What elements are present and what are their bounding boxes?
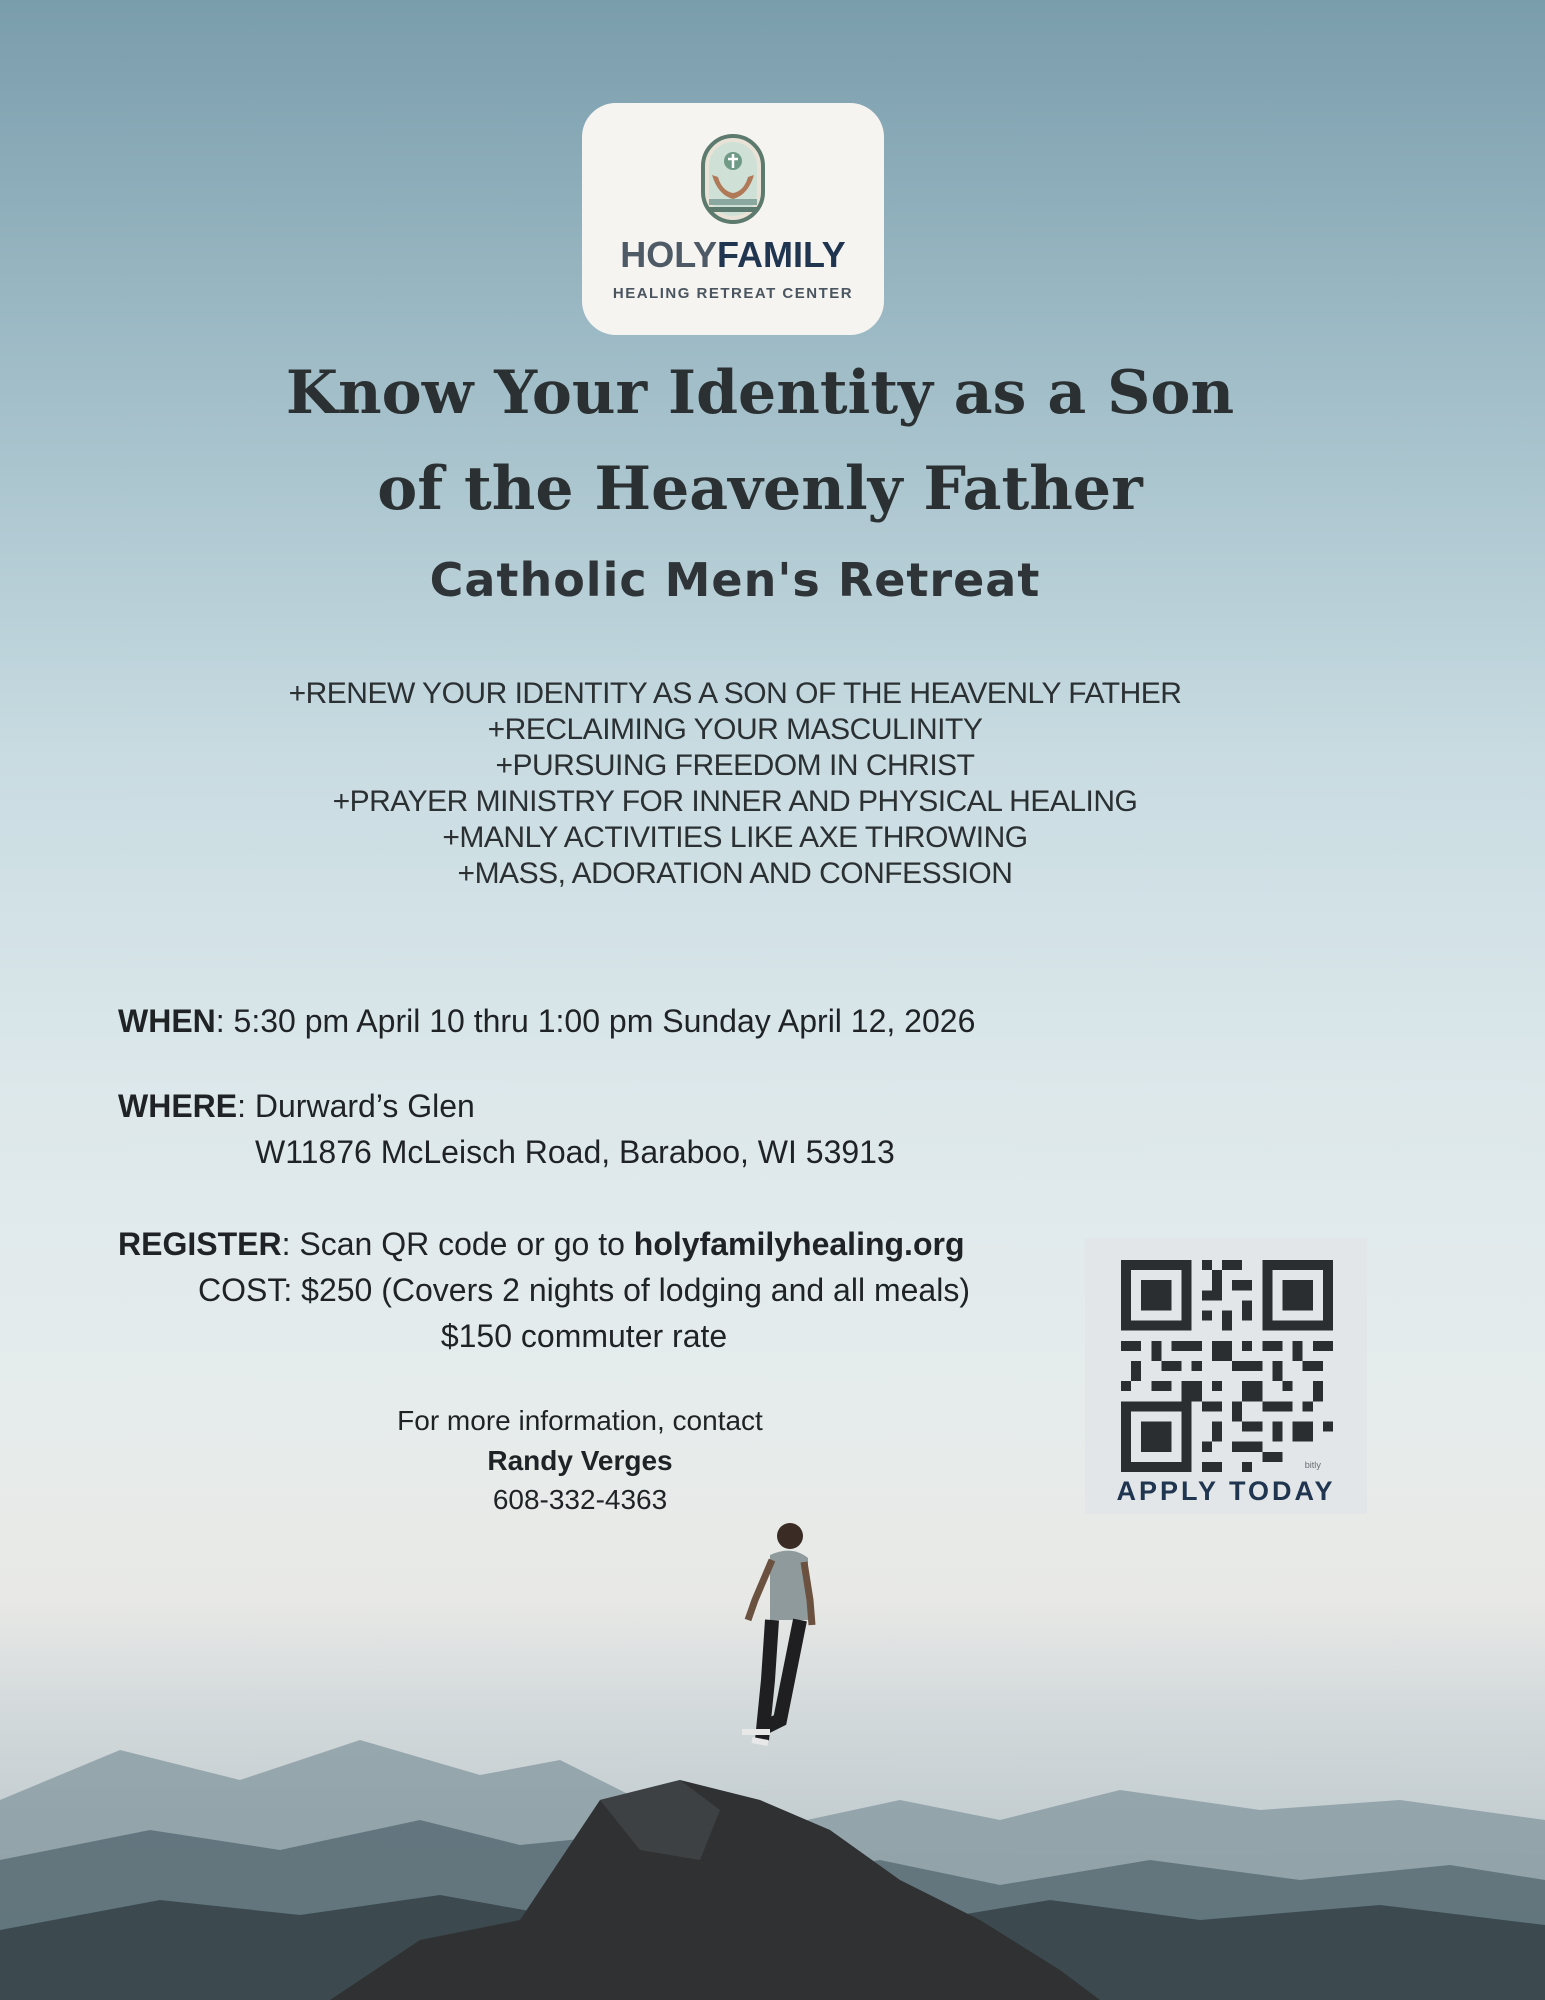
mountain-scene-image: [0, 1500, 1545, 2000]
where-line: [118, 1088, 475, 1125]
title-line-2: of the Heavenly Father: [377, 454, 1143, 524]
contact-intro: For more information, contact: [397, 1405, 763, 1436]
when-label: WHEN: [118, 1003, 216, 1039]
register-label: REGISTER: [118, 1226, 282, 1262]
register-url-link[interactable]: holyfamilyhealing.org: [633, 1226, 965, 1262]
highlight-item: +MANLY ACTIVITIES LIKE AXE THROWING: [442, 821, 1028, 854]
qr-code-icon[interactable]: [1121, 1260, 1333, 1472]
highlight-item: +PURSUING FREEDOM IN CHRIST: [495, 749, 975, 782]
register-line: [118, 1226, 964, 1263]
logo-card: [582, 103, 884, 335]
highlight-item: +RENEW YOUR IDENTITY AS A SON OF THE HEAVENLY FATHER: [288, 677, 1182, 710]
cost-line: COST: $250 (Covers 2 nights of lodging and all meals): [198, 1272, 970, 1308]
contact-phone[interactable]: 608-332-4363: [492, 1484, 668, 1515]
contact-name: Randy Verges: [487, 1445, 673, 1476]
apply-today-label: APPLY TODAY: [1116, 1476, 1336, 1506]
where-address: W11876 McLeisch Road, Baraboo, WI 53913: [255, 1134, 895, 1170]
logo-subtitle: HEALING RETREAT CENTER: [612, 285, 854, 302]
praying-hands-cross-icon: [700, 133, 766, 225]
commuter-rate: $150 commuter rate: [440, 1318, 728, 1354]
retreat-highlights-list: [140, 676, 1330, 892]
highlight-item: +MASS, ADORATION AND CONFESSION: [457, 857, 1013, 890]
register-value: : Scan QR code or go to: [281, 1226, 634, 1262]
when-line: [118, 1003, 975, 1040]
highlight-item: +PRAYER MINISTRY FOR INNER AND PHYSICAL HEALING: [332, 785, 1138, 818]
qr-code-box[interactable]: [1085, 1238, 1367, 1514]
highlight-item: +RECLAIMING YOUR MASCULINITY: [487, 713, 983, 746]
logo-wordmark: [582, 235, 884, 275]
qr-corner-text: [1305, 1460, 1322, 1470]
where-value: : Durward’s Glen: [237, 1088, 475, 1124]
where-label: WHERE: [118, 1088, 238, 1124]
retreat-subtitle: Catholic Men's Retreat: [429, 553, 1041, 607]
logo-word-holy: HOLY: [620, 234, 717, 275]
title-line-1: Know Your Identity as a Son: [285, 358, 1235, 428]
page-title: [180, 345, 1340, 537]
when-value: : 5:30 pm April 10 thru 1:00 pm Sunday April 12, 2026: [215, 1003, 976, 1039]
logo-word-family: FAMILY: [717, 234, 846, 275]
